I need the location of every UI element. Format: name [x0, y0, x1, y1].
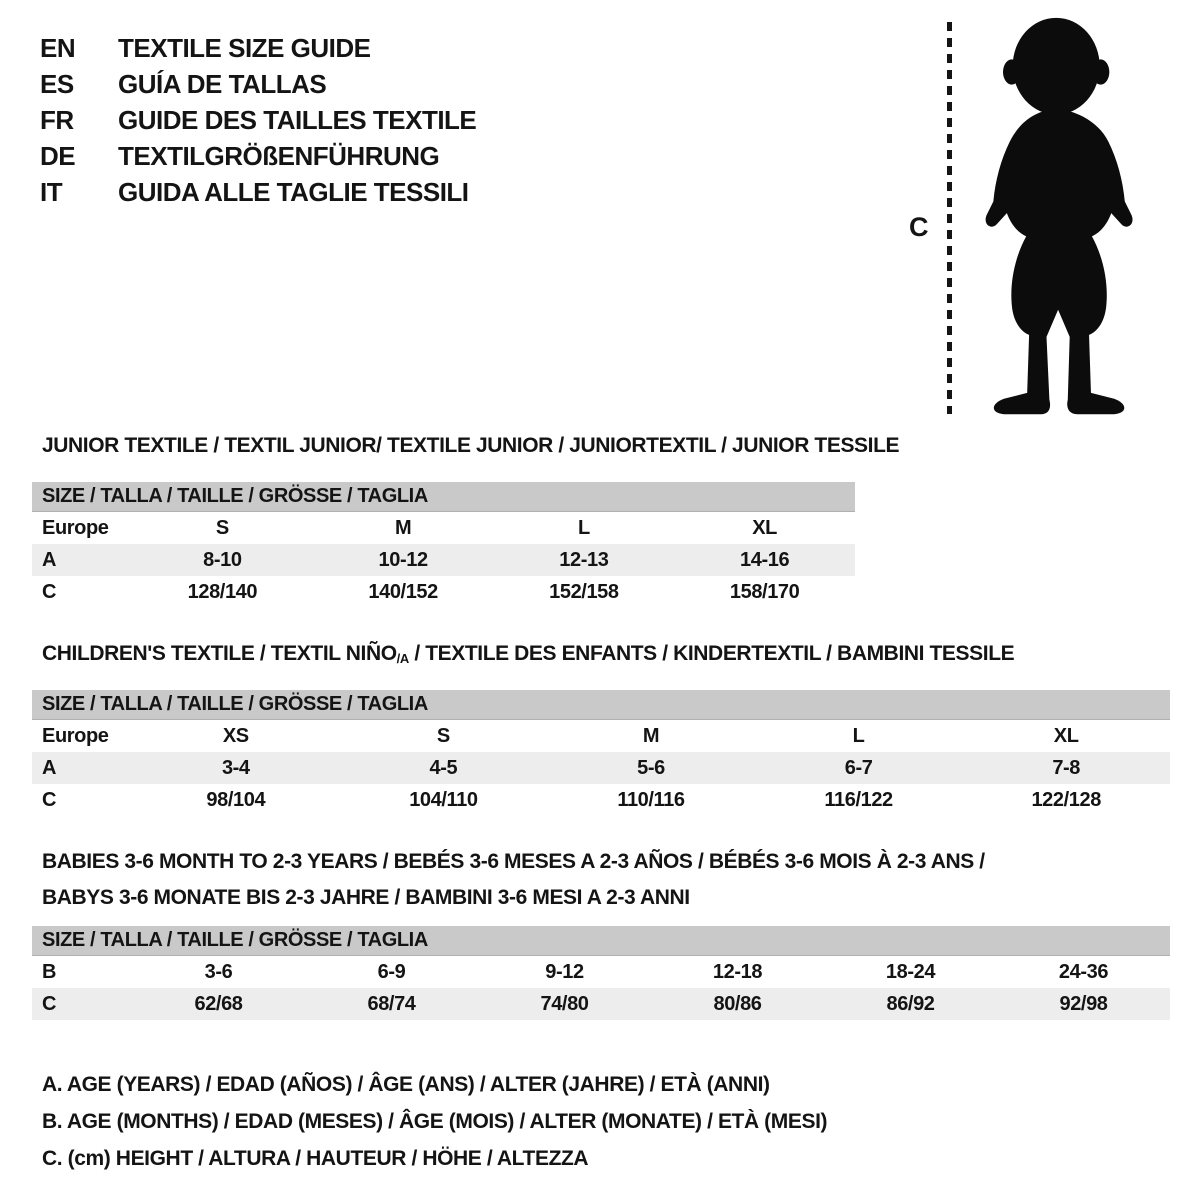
- height-cell: 92/98: [1059, 992, 1108, 1015]
- height-cell: 74/80: [540, 992, 589, 1015]
- legend: [42, 1066, 827, 1177]
- height-cell: 116/122: [824, 788, 893, 811]
- height-cell: 68/74: [367, 992, 416, 1015]
- children-size-header-bar: [32, 690, 1170, 720]
- height-cell: 98/104: [206, 788, 266, 811]
- babies-size-header-bar: [32, 926, 1170, 956]
- size-column-header: XL: [752, 516, 777, 539]
- table-row: [32, 784, 1170, 816]
- children-size-table: [32, 690, 1170, 816]
- size-header-text: SIZE / TALLA / TAILLE / GRÖSSE / TAGLIA: [42, 693, 428, 715]
- junior-size-header-bar: [32, 482, 855, 512]
- row-label-cell: C: [42, 788, 57, 811]
- legend-line-a: A. AGE (YEARS) / EDAD (AÑOS) / ÂGE (ANS) / ALTER (JAHRE) / ETÀ (ANNI): [42, 1073, 770, 1096]
- junior-section-title: JUNIOR TEXTILE / TEXTIL JUNIOR/ TEXTILE JUNIOR / JUNIORTEXTIL / JUNIOR TESSILE: [42, 434, 900, 457]
- language-code: DE: [40, 140, 76, 171]
- table-row: [32, 512, 855, 544]
- table-row: [32, 720, 1170, 752]
- language-label: GUÍA DE TALLAS: [118, 68, 327, 99]
- height-cell: 128/140: [187, 580, 258, 603]
- table-row: [32, 956, 1170, 988]
- height-dashed-line: [947, 22, 952, 414]
- children-title-prefix: CHILDREN'S TEXTILE / TEXTIL NIÑO: [42, 642, 397, 665]
- age-cell: 9-12: [545, 960, 584, 983]
- age-cell: 3-4: [221, 756, 250, 779]
- babies-title-line2: BABYS 3-6 MONATE BIS 2-3 JAHRE / BAMBINI 3-6 MESI A 2-3 ANNI: [42, 886, 690, 909]
- height-cell: 152/158: [549, 580, 619, 603]
- babies-title-line1: BABIES 3-6 MONTH TO 2-3 YEARS / BEBÉS 3-6 MESES A 2-3 AÑOS / BÉBÉS 3-6 MOIS À 2-3 ANS /: [42, 850, 985, 873]
- age-cell: 6-7: [844, 756, 873, 779]
- age-cell: 18-24: [885, 960, 936, 983]
- age-cell: 24-36: [1058, 960, 1109, 983]
- height-cell: 104/110: [409, 788, 478, 811]
- row-label-cell: A: [42, 756, 57, 779]
- size-header-text: SIZE / TALLA / TAILLE / GRÖSSE / TAGLIA: [42, 485, 428, 507]
- height-cell: 158/170: [729, 580, 800, 603]
- language-code: EN: [40, 32, 76, 63]
- size-column-header: XL: [1053, 724, 1079, 747]
- size-header-text: SIZE / TALLA / TAILLE / GRÖSSE / TAGLIA: [42, 929, 428, 951]
- language-label: GUIDE DES TAILLES TEXTILE: [118, 104, 477, 135]
- row-label-cell: B: [42, 960, 57, 983]
- height-measure-figure: [903, 14, 1163, 422]
- children-section-title: [42, 642, 1014, 666]
- row-label-cell: C: [42, 580, 57, 603]
- children-title-suffix: / TEXTILE DES ENFANTS / KINDERTEXTIL / BAMBINI TESSILE: [408, 642, 1015, 665]
- language-row: [40, 102, 476, 138]
- size-column-header: L: [577, 516, 590, 539]
- language-label: GUIDA ALLE TAGLIE TESSILI: [118, 176, 469, 207]
- language-label: TEXTILE SIZE GUIDE: [118, 32, 371, 63]
- table-row: [32, 576, 855, 608]
- size-column-header: XS: [222, 724, 249, 747]
- language-row: [40, 174, 476, 210]
- age-cell: 12-13: [559, 548, 609, 571]
- height-cell: 62/68: [194, 992, 243, 1015]
- language-row: [40, 30, 476, 66]
- table-row: [32, 544, 855, 576]
- row-label-cell: C: [42, 992, 57, 1015]
- age-cell: 5-6: [637, 756, 665, 779]
- table-row: [32, 988, 1170, 1020]
- babies-section-title: [42, 844, 985, 916]
- language-code: IT: [40, 176, 63, 207]
- height-cell: 110/116: [617, 788, 685, 811]
- language-code: FR: [40, 104, 74, 135]
- junior-size-table: [32, 482, 855, 608]
- age-cell: 10-12: [378, 548, 428, 571]
- height-cell: 86/92: [886, 992, 935, 1015]
- size-column-header: M: [642, 724, 660, 747]
- age-cell: 14-16: [740, 548, 790, 571]
- size-column-header: S: [436, 724, 450, 747]
- babies-size-table: [32, 926, 1170, 1020]
- row-label-cell: A: [42, 548, 57, 571]
- height-cell: 122/128: [1031, 788, 1101, 811]
- height-cell: 80/86: [713, 992, 762, 1015]
- table-row: [32, 752, 1170, 784]
- region-label-cell: Europe: [42, 516, 109, 539]
- language-label: TEXTILGRÖßENFÜHRUNG: [118, 140, 440, 171]
- size-column-header: L: [852, 724, 865, 747]
- region-label-cell: Europe: [42, 724, 109, 747]
- language-row: [40, 138, 476, 174]
- size-column-header: S: [215, 516, 229, 539]
- children-title-sub: /A: [396, 651, 409, 667]
- height-measure-label: C: [909, 212, 929, 242]
- toddler-silhouette-icon: [965, 14, 1157, 420]
- age-cell: 8-10: [203, 548, 242, 571]
- height-cell: 140/152: [368, 580, 438, 603]
- age-cell: 7-8: [1052, 756, 1081, 779]
- age-cell: 12-18: [712, 960, 763, 983]
- legend-line-c: C. (cm) HEIGHT / ALTURA / HAUTEUR / HÖHE / ALTEZZA: [42, 1147, 589, 1170]
- language-row: [40, 66, 476, 102]
- age-cell: 3-6: [204, 960, 233, 983]
- legend-line-b: B. AGE (MONTHS) / EDAD (MESES) / ÂGE (MOIS) / ALTER (MONATE) / ETÀ (MESI): [42, 1110, 828, 1133]
- size-column-header: M: [394, 516, 412, 539]
- age-cell: 6-9: [377, 960, 406, 983]
- age-cell: 4-5: [429, 756, 458, 779]
- language-code: ES: [40, 68, 74, 99]
- language-list: [40, 30, 476, 210]
